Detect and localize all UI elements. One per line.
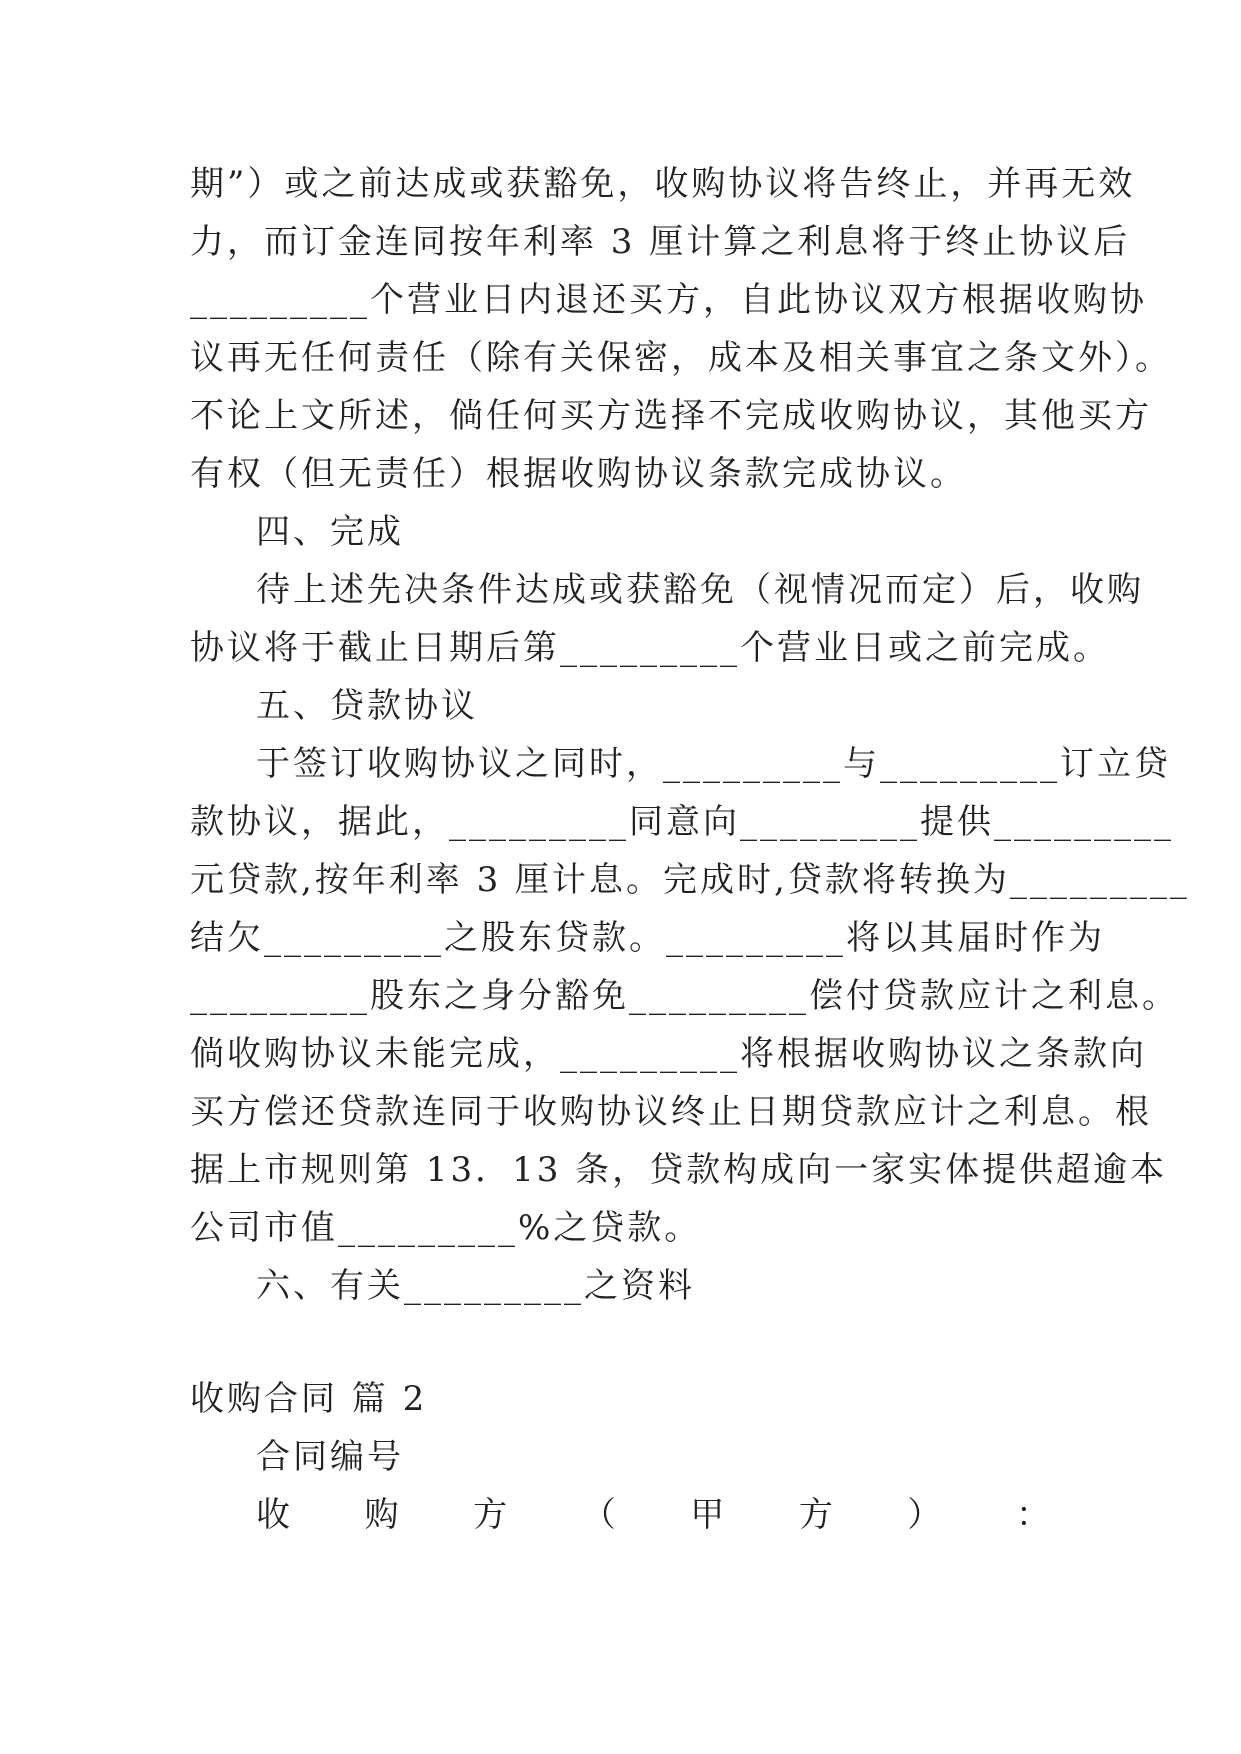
text-line: 有权（但无责任）根据收购协议条款完成协议。 <box>190 454 967 494</box>
party-a-line <box>256 1486 1050 1544</box>
text-line: 公司市值_________%之贷款。 <box>190 1208 702 1248</box>
party-char: 方 <box>473 1495 508 1535</box>
text-line: 议再无任何责任（除有关保密，成本及相关事宜之条文外）。 <box>190 338 1172 378</box>
party-char: 甲 <box>690 1495 725 1535</box>
party-char: （ <box>581 1495 616 1535</box>
text-line: 元贷款,按年利率 3 厘计息。完成时,贷款将转换为_________ <box>190 860 1190 900</box>
text-line: 协议将于截止日期后第_________个营业日或之前完成。 <box>190 628 1110 668</box>
text-line: 结欠_________之股东贷款。_________将以其届时作为 <box>190 918 1105 958</box>
text-line: 于签订收购协议之同时，_________与_________订立贷 <box>256 744 1171 784</box>
text-line: 据上市规则第 13．13 条，贷款构成向一家实体提供超逾本 <box>190 1150 1168 1190</box>
party-char: 购 <box>364 1495 399 1535</box>
party-char: 方 <box>798 1495 833 1535</box>
text-line: 款协议，据此，_________同意向_________提供_________ <box>190 802 1174 842</box>
text-line: _________股东之身分豁免_________偿付贷款应计之利息。 <box>190 976 1179 1016</box>
party-char: 收 <box>256 1495 290 1535</box>
text-line: 力，而订金连同按年利率 3 厘计算之利息将于终止协议后 <box>190 222 1131 262</box>
section-heading-information: 六、有关_________之资料 <box>256 1266 695 1306</box>
text-line: _________个营业日内退还买方，自此协议双方根据收购协 <box>190 280 1147 320</box>
text-line: 买方偿还贷款连同于收购协议终止日期贷款应计之利息。根 <box>190 1092 1152 1132</box>
text-line: 期”）或之前达成或获豁免，收购协议将告终止，并再无效 <box>190 164 1136 204</box>
contract-title: 收购合同 篇 2 <box>190 1379 428 1419</box>
section-heading-completion: 四、完成 <box>256 512 404 552</box>
party-char: ） <box>907 1495 942 1535</box>
party-char: ： <box>1015 1495 1050 1535</box>
text-line: 不论上文所述，倘任何买方选择不完成收购协议，其他买方 <box>190 396 1152 436</box>
text-line: 待上述先决条件达成或获豁免（视情况而定）后，收购 <box>256 570 1144 610</box>
text-line: 倘收购协议未能完成，_________将根据收购协议之条款向 <box>190 1034 1147 1074</box>
section-heading-loan-agreement: 五、贷款协议 <box>256 686 478 726</box>
contract-number-label: 合同编号 <box>256 1437 404 1477</box>
